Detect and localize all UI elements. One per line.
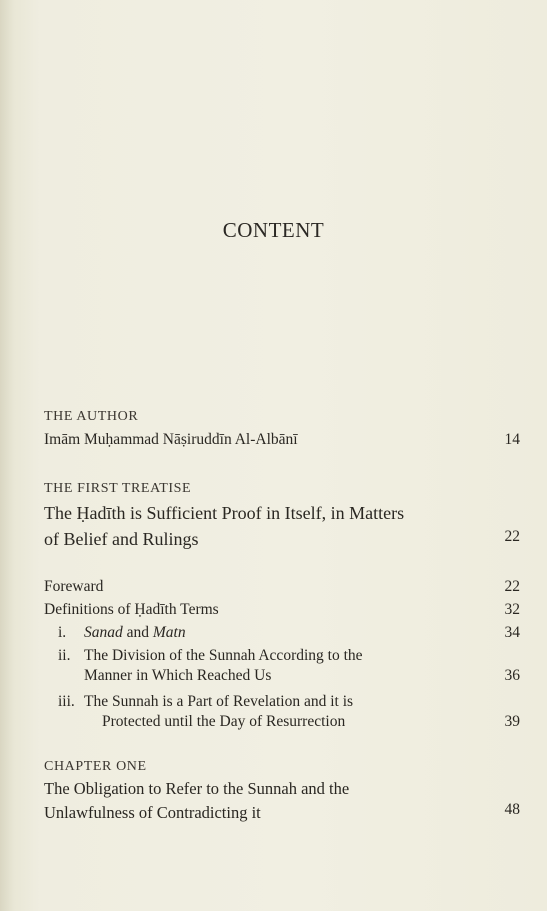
page-number: 34 — [504, 624, 520, 641]
toc-row-line1 — [44, 646, 520, 666]
page-number: 22 — [504, 578, 520, 595]
toc-entry-text: and — [122, 624, 153, 641]
toc-entry-definitions — [44, 600, 520, 620]
toc-row — [44, 600, 520, 620]
toc-row-line2 — [44, 712, 520, 732]
toc-entry-text: The Sunnah is a Part of Revelation and it is — [84, 693, 354, 710]
page-title: CONTENT — [222, 218, 325, 242]
toc-entry-text: Foreward — [44, 578, 104, 595]
toc-row-line2 — [44, 526, 520, 552]
toc-entry-text: of Belief and Rulings — [44, 529, 199, 549]
toc-row — [44, 577, 520, 597]
section-heading-chapter-one: CHAPTER ONE — [44, 759, 147, 774]
toc-row-line1 — [44, 692, 520, 712]
toc-entry-first-treatise-title — [44, 500, 520, 552]
page-number: 39 — [504, 713, 520, 730]
toc-row — [44, 430, 520, 450]
author-section — [44, 409, 520, 425]
toc-entry-text: Definitions of Ḥadīth Terms — [44, 601, 219, 618]
first-treatise-section — [44, 481, 520, 497]
toc-entry-text: The Ḥadīth is Sufficient Proof in Itself, in Matters — [44, 503, 405, 523]
toc-subentry-ii — [44, 646, 520, 686]
toc-row-line1 — [44, 777, 520, 801]
toc-entry-text: Unlawfulness of Contradicting it — [44, 803, 261, 822]
toc-entry-text-italic: Matn — [152, 624, 186, 641]
toc-entry-foreward — [44, 577, 520, 597]
section-heading-first-treatise: THE FIRST TREATISE — [44, 481, 192, 496]
toc-subentry-i — [44, 623, 520, 643]
toc-subentry-iii — [44, 692, 520, 732]
section-heading-author: THE AUTHOR — [44, 409, 139, 424]
toc-entry-text: The Division of the Sunnah According to the — [84, 647, 363, 664]
toc-entry-text: Imām Muḥammad Nāṣiruddīn Al-Albānī — [44, 431, 298, 448]
toc-entry-text-italic: Sanad — [84, 624, 123, 641]
page-number: 22 — [504, 528, 520, 545]
page-number: 32 — [504, 601, 520, 618]
list-marker: iii. — [58, 693, 75, 710]
page-number: 48 — [504, 801, 520, 818]
toc-entry-text: Manner in Which Reached Us — [84, 667, 272, 684]
list-marker: i. — [58, 624, 67, 641]
toc-row-line2 — [44, 801, 520, 825]
toc-entry-text: The Obligation to Refer to the Sunnah and the — [44, 779, 350, 798]
toc-entry-author — [44, 430, 520, 450]
page-number: 36 — [504, 667, 520, 684]
page-number: 14 — [504, 431, 520, 448]
toc-row-line2 — [44, 666, 520, 686]
toc-entry-text: Protected until the Day of Resurrection — [102, 713, 346, 730]
toc-entry-chapter-one — [44, 777, 520, 825]
toc-row — [44, 623, 520, 643]
chapter-one-section — [44, 759, 520, 775]
toc-row-line1 — [44, 500, 520, 526]
list-marker: ii. — [58, 647, 71, 664]
